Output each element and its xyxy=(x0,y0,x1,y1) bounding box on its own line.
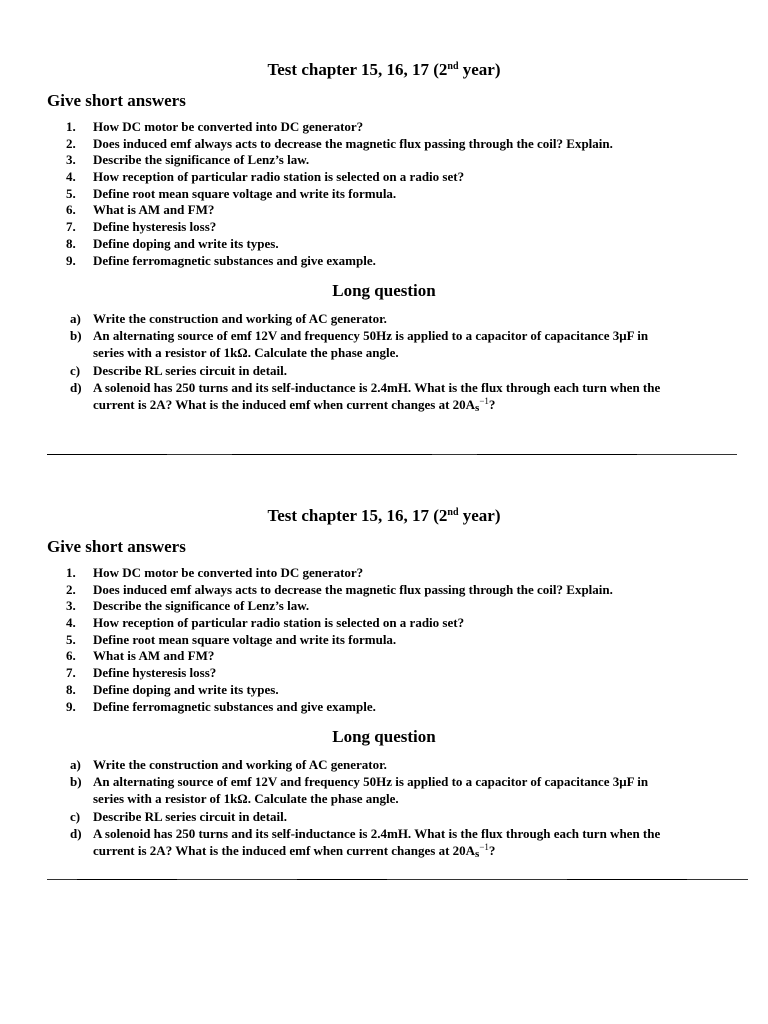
question-number: 7. xyxy=(66,665,76,681)
list-item xyxy=(0,327,768,361)
question-text: Define root mean square voltage and write its formula. xyxy=(93,185,397,201)
list-item xyxy=(0,136,768,153)
list-item xyxy=(0,682,768,699)
test-paper-1 xyxy=(0,58,768,478)
question-text: What is AM and FM? xyxy=(93,202,215,218)
separator-line xyxy=(47,454,737,455)
question-label: b) xyxy=(70,774,82,790)
list-item xyxy=(0,379,768,413)
question-number: 6. xyxy=(66,648,76,664)
list-item xyxy=(0,773,768,807)
list-item xyxy=(0,808,768,825)
question-text-line-2-end: ? xyxy=(488,843,496,859)
question-number: 9. xyxy=(66,698,76,714)
question-text: How DC motor be converted into DC generator? xyxy=(93,565,364,580)
question-text: Define doping and write its types. xyxy=(93,681,279,697)
question-label: d) xyxy=(70,825,82,841)
question-text-line-1: An alternating source of emf 12V and frequency 50Hz is applied to a capacitor of capacitance 3μF in xyxy=(93,328,649,344)
question-text-line-2-main: current is 2A? What is the induced emf when current changes at 20A xyxy=(93,843,476,859)
unit-superscript: −1 xyxy=(479,842,489,853)
list-item xyxy=(0,186,768,203)
question-number: 9. xyxy=(66,252,76,268)
test-title xyxy=(0,504,768,528)
question-text: How reception of particular radio station is selected on a radio set? xyxy=(93,169,465,185)
test-paper-2 xyxy=(0,504,768,924)
question-number: 5. xyxy=(66,631,76,647)
question-text: Describe RL series circuit in detail. xyxy=(93,808,288,824)
question-text: Describe RL series circuit in detail. xyxy=(93,362,288,378)
question-text: Define ferromagnetic substances and give example. xyxy=(93,252,376,268)
question-text: Does induced emf always acts to decrease the magnetic flux passing through the coil? Explain. xyxy=(93,581,613,597)
question-label: b) xyxy=(70,328,82,344)
question-text: Describe the significance of Lenz’s law. xyxy=(93,152,310,168)
separator-segment xyxy=(77,879,177,880)
question-text-line-2: series with a resistor of 1kΩ. Calculate the phase angle. xyxy=(93,345,399,361)
long-question-heading: Long question xyxy=(332,727,436,746)
question-text: Define hysteresis loss? xyxy=(93,219,217,235)
question-text: Describe the significance of Lenz’s law. xyxy=(93,598,310,614)
test-title-text: Test chapter 15, 16, 17 (2 xyxy=(267,60,448,79)
question-label: a) xyxy=(70,757,81,772)
question-text: Does induced emf always acts to decrease the magnetic flux passing through the coil? Explain. xyxy=(93,135,613,151)
list-item xyxy=(0,699,768,716)
long-question-heading: Long question xyxy=(332,281,436,300)
list-item xyxy=(0,756,768,773)
short-questions-list xyxy=(0,119,768,269)
short-questions-list xyxy=(0,565,768,715)
question-number: 4. xyxy=(66,615,76,631)
separator-line xyxy=(47,879,748,880)
list-item xyxy=(0,219,768,236)
question-number: 1. xyxy=(66,119,76,134)
question-text-line-2 xyxy=(93,842,721,859)
short-answers-heading: Give short answers xyxy=(47,91,186,110)
question-text-line-1: An alternating source of emf 12V and frequency 50Hz is applied to a capacitor of capacitance 3μF in xyxy=(93,774,649,790)
unit-subscript: s xyxy=(475,848,480,861)
separator-segment xyxy=(47,454,167,455)
question-number: 6. xyxy=(66,202,76,218)
long-questions-list xyxy=(0,756,768,859)
question-label: c) xyxy=(70,808,81,824)
list-item xyxy=(0,615,768,632)
question-text: Write the construction and working of AC generator. xyxy=(93,311,387,326)
question-number: 3. xyxy=(66,152,76,168)
separator-segment xyxy=(567,879,687,880)
question-text: Define hysteresis loss? xyxy=(93,665,217,681)
list-item xyxy=(0,202,768,219)
list-item xyxy=(0,236,768,253)
question-text-line-1: A solenoid has 250 turns and its self-inductance is 2.4mH. What is the flux through each turn when the xyxy=(93,825,661,841)
question-number: 8. xyxy=(66,681,76,697)
separator-segment xyxy=(297,879,387,880)
short-answers-heading: Give short answers xyxy=(47,537,186,556)
list-item xyxy=(0,152,768,169)
unit-subscript: s xyxy=(475,402,480,415)
question-label: c) xyxy=(70,362,81,378)
question-text: Define doping and write its types. xyxy=(93,235,279,251)
question-number: 5. xyxy=(66,185,76,201)
list-item xyxy=(0,665,768,682)
question-number: 2. xyxy=(66,581,76,597)
question-label: a) xyxy=(70,311,81,326)
list-item xyxy=(0,310,768,327)
question-text: Define root mean square voltage and write its formula. xyxy=(93,631,397,647)
list-item xyxy=(0,825,768,859)
question-text-line-1: A solenoid has 250 turns and its self-inductance is 2.4mH. What is the flux through each turn when the xyxy=(93,379,661,395)
question-text: Define ferromagnetic substances and give example. xyxy=(93,698,376,714)
list-item xyxy=(0,119,768,136)
list-item xyxy=(0,598,768,615)
list-item xyxy=(0,362,768,379)
test-title-superscript: nd xyxy=(447,507,459,518)
question-text: What is AM and FM? xyxy=(93,648,215,664)
list-item xyxy=(0,648,768,665)
test-title-superscript: nd xyxy=(447,61,459,72)
question-text: How DC motor be converted into DC generator? xyxy=(93,119,364,134)
question-number: 3. xyxy=(66,598,76,614)
list-item xyxy=(0,253,768,270)
question-number: 8. xyxy=(66,235,76,251)
list-item xyxy=(0,632,768,649)
question-text-line-2-main: current is 2A? What is the induced emf when current changes at 20A xyxy=(93,397,476,413)
test-title-text: Test chapter 15, 16, 17 (2 xyxy=(267,506,448,525)
unit-superscript: −1 xyxy=(479,396,489,407)
test-title-end: year) xyxy=(458,60,501,79)
question-number: 7. xyxy=(66,219,76,235)
question-text: Write the construction and working of AC generator. xyxy=(93,757,387,772)
test-title-end: year) xyxy=(458,506,501,525)
test-title xyxy=(0,58,768,82)
question-label: d) xyxy=(70,379,82,395)
question-text: How reception of particular radio station is selected on a radio set? xyxy=(93,615,465,631)
question-text-line-2 xyxy=(93,396,721,413)
long-questions-list xyxy=(0,310,768,413)
list-item xyxy=(0,169,768,186)
question-number: 2. xyxy=(66,135,76,151)
question-number: 1. xyxy=(66,565,76,580)
question-text-line-2: series with a resistor of 1kΩ. Calculate the phase angle. xyxy=(93,791,399,807)
question-text-line-2-end: ? xyxy=(488,397,496,413)
list-item xyxy=(0,565,768,582)
question-number: 4. xyxy=(66,169,76,185)
separator-segment xyxy=(232,454,432,455)
list-item xyxy=(0,582,768,599)
separator-segment xyxy=(477,454,637,455)
